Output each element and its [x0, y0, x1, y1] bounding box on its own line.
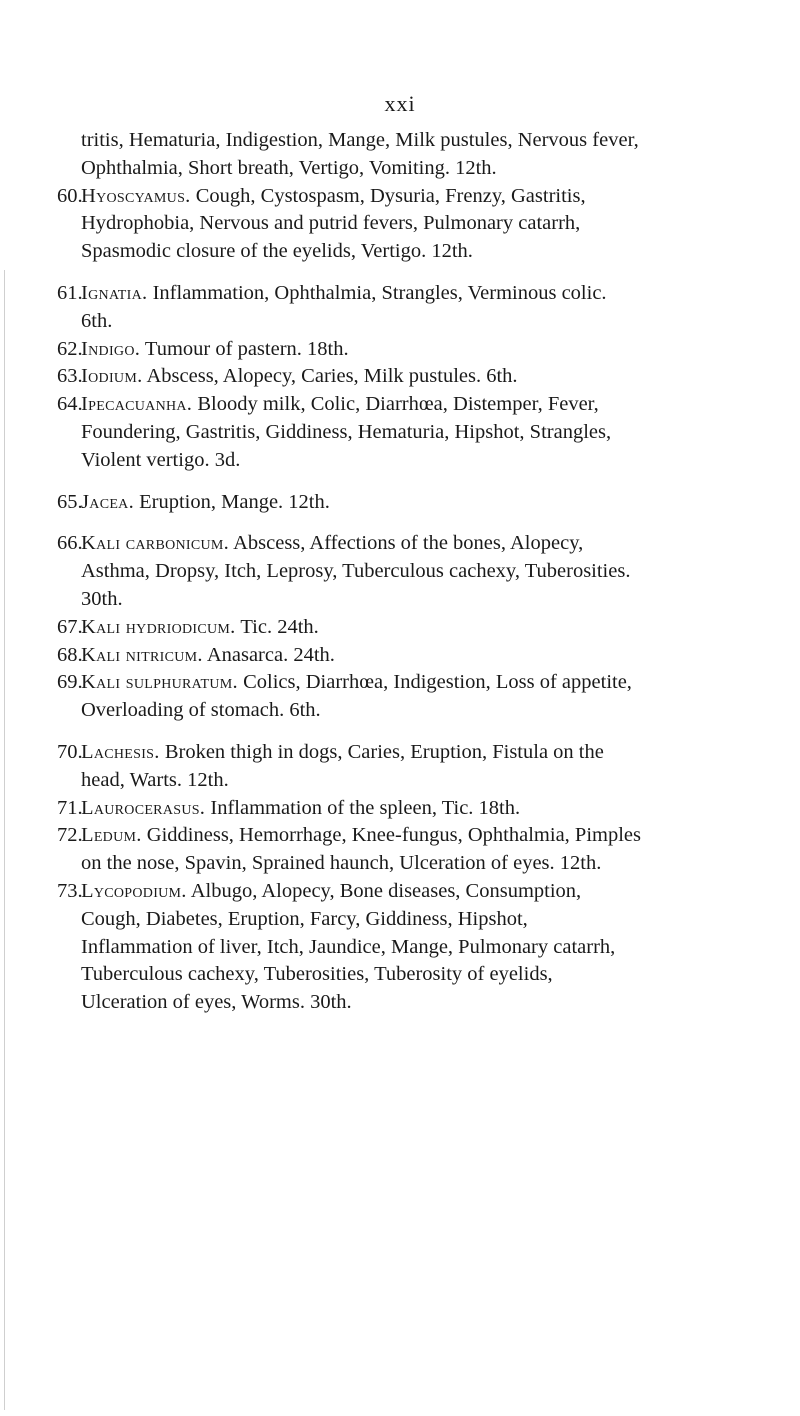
page-number: xxi: [384, 91, 416, 116]
entry-text: Albugo, Alopecy, Bone diseases, Consumption, Cough, Diabetes, Eruption, Farcy, Giddiness, Hipshot, Inflammation of liver, Itch, Jaundice, Mange, Pulmonary catarrh, Tuberculous cachexy, Tuberosities, Tuberosity of eyelids, Ulceration of eyes, Worms. 30th.: [81, 879, 616, 1014]
page-text: [0, 127, 800, 1017]
remedy-entry-65: [0, 489, 641, 517]
remedy-name: Kali sulphuratum.: [81, 671, 238, 694]
entry-number: 72.: [57, 824, 83, 847]
entry-number: 73.: [57, 879, 83, 902]
remedy-entry-69: [0, 669, 641, 725]
remedy-entry-71: [0, 795, 641, 823]
entry-text: Inflammation, Ophthalmia, Strangles, Verminous colic. 6th.: [81, 281, 607, 332]
remedy-entry-60: [0, 183, 641, 266]
entry-text: Inflammation of the spleen, Tic. 18th.: [210, 796, 521, 819]
remedy-entry-63: [0, 363, 641, 391]
entry-number: 71.: [57, 796, 83, 819]
remedy-name: Lycopodium.: [81, 879, 187, 902]
remedy-name: Jacea.: [81, 490, 135, 513]
remedy-entry-61: [0, 280, 641, 336]
remedy-entry-73: [0, 878, 641, 1017]
entry-number: 61.: [57, 281, 83, 304]
remedy-entry-62: [0, 336, 641, 364]
entry-number: 60.: [57, 184, 83, 207]
entry-number: 67.: [57, 615, 83, 638]
entry-number: 70.: [57, 740, 83, 763]
remedy-name: Indigo.: [81, 337, 141, 360]
entry-text: Bloody milk, Colic, Diarrhœa, Distemper, Fever, Foundering, Gastritis, Giddiness, Hematuria, Hipshot, Strangles, Violent vertigo. 3d.: [81, 393, 612, 471]
remedy-name: Lachesis.: [81, 740, 160, 763]
entry-text: Giddiness, Hemorrhage, Knee-fungus, Ophthalmia, Pimples on the nose, Spavin, Sprained haunch, Ulceration of eyes. 12th.: [81, 824, 641, 875]
remedy-entry-67: [0, 614, 641, 642]
entry-number: 68.: [57, 643, 83, 666]
entry-text: Eruption, Mange. 12th.: [139, 490, 330, 513]
remedy-entry-66: [0, 530, 641, 613]
continuation-paragraph: tritis, Hematuria, Indigestion, Mange, Milk pustules, Nervous fever, Ophthalmia, Short breath, Vertigo, Vomiting. 12th.: [81, 129, 639, 179]
entry-number: 65.: [57, 490, 83, 513]
entry-text: Colics, Diarrhœa, Indigestion, Loss of appetite, Overloading of stomach. 6th.: [81, 671, 632, 722]
remedy-name: Kali carbonicum.: [81, 532, 230, 555]
entry-text: Cough, Cystospasm, Dysuria, Frenzy, Gastritis, Hydrophobia, Nervous and putrid fevers, Pulmonary catarrh, Spasmodic closure of the eyelids, Vertigo. 12th.: [81, 184, 586, 263]
entry-text: Tumour of pastern. 18th.: [144, 337, 349, 360]
entry-number: 69.: [57, 671, 83, 694]
entry-text: Broken thigh in dogs, Caries, Eruption, Fistula on the head, Warts. 12th.: [81, 740, 604, 791]
entry-text: Abscess, Affections of the bones, Alopecy, Asthma, Dropsy, Itch, Leprosy, Tuberculous cachexy, Tuberosities. 30th.: [81, 532, 631, 610]
remedy-name: Hyoscyamus.: [81, 184, 191, 207]
remedy-name: Iodium.: [81, 365, 143, 388]
remedy-entry-72: [0, 822, 641, 878]
entry-text: Abscess, Alopecy, Caries, Milk pustules. 6th.: [146, 365, 518, 388]
entry-text: Anasarca. 24th.: [206, 643, 335, 666]
remedy-entry-64: [0, 391, 641, 474]
remedy-name: Ignatia.: [81, 281, 148, 304]
entry-number: 66.: [57, 532, 83, 555]
remedy-entry-68: [0, 642, 641, 670]
remedy-name: Kali hydriodicum.: [81, 615, 236, 638]
remedy-name: Ipecacuanha.: [81, 393, 193, 416]
remedy-name: Kali nitricum.: [81, 643, 203, 666]
remedy-name: Ledum.: [81, 824, 142, 847]
entry-text: Tic. 24th.: [240, 615, 319, 638]
entry-number: 63.: [57, 365, 83, 388]
entry-number: 62.: [57, 337, 83, 360]
remedy-entry-70: [0, 739, 641, 795]
remedy-name: Laurocerasus.: [81, 796, 206, 819]
entry-number: 64.: [57, 393, 83, 416]
